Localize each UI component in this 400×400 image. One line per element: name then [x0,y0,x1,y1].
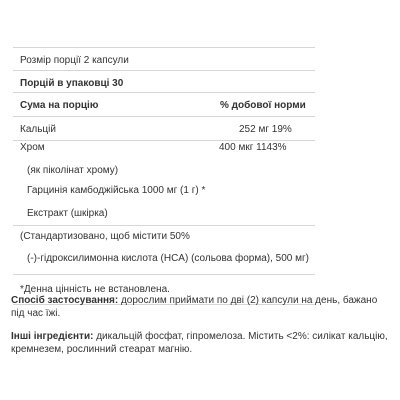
nutrient-amount: 252 мг 19% [239,124,292,135]
hca-text: (-)-гідроксилимонна кислота (HCA) (сольова форма), 500 мг) [27,253,309,264]
nutrient-name: Хром [20,142,45,153]
nutrient-name: Кальцій [20,124,56,135]
usage-paragraph [11,294,389,320]
chrome-form-row [13,163,315,183]
servings-per-container-row [13,71,315,93]
standardized-row [13,226,315,247]
nutrient-amount: 400 мкг 1143% [219,142,287,153]
amount-per-serving-header: Сума на порцію [20,100,99,111]
serving-size-row [13,48,315,71]
serving-size-text: Розмір порції 2 капсули [20,55,129,66]
daily-value-note: *Денна цінність не встановлена. [20,284,170,295]
usage-text: дорослим приймати по дві (2) капсули на день, бажано під час їжі. [11,295,378,319]
table-row-calcium [13,117,315,141]
ingredients-text: дикальцій фосфат, гіпромелоза. Містить <2%: силікат кальцію, кремнезем, рослинний стеарат магнію. [11,331,388,355]
standardized-text: (Стандартизовано, щоб містити 50% [20,231,190,242]
garcinia-row [13,183,315,205]
ingredients-paragraph [11,330,389,356]
servings-per-container-text: Порцій в упаковці 30 [20,78,124,89]
chrome-form-text: (як піколінат хрому) [27,165,119,176]
extract-row [13,205,315,226]
supplement-facts-table [13,47,315,305]
ingredients-label: Інші інгредієнти: [11,331,94,342]
garcinia-text: Гарцинія камбоджійська 1000 мг (1 г) * [27,185,206,196]
hca-row [13,247,315,275]
daily-value-header: % добової норми [220,100,306,111]
table-row-chrome [13,141,315,163]
table-header-row [13,93,315,117]
extract-text: Екстракт (шкірка) [27,208,108,219]
usage-label: Спосіб застосування: [11,295,119,306]
